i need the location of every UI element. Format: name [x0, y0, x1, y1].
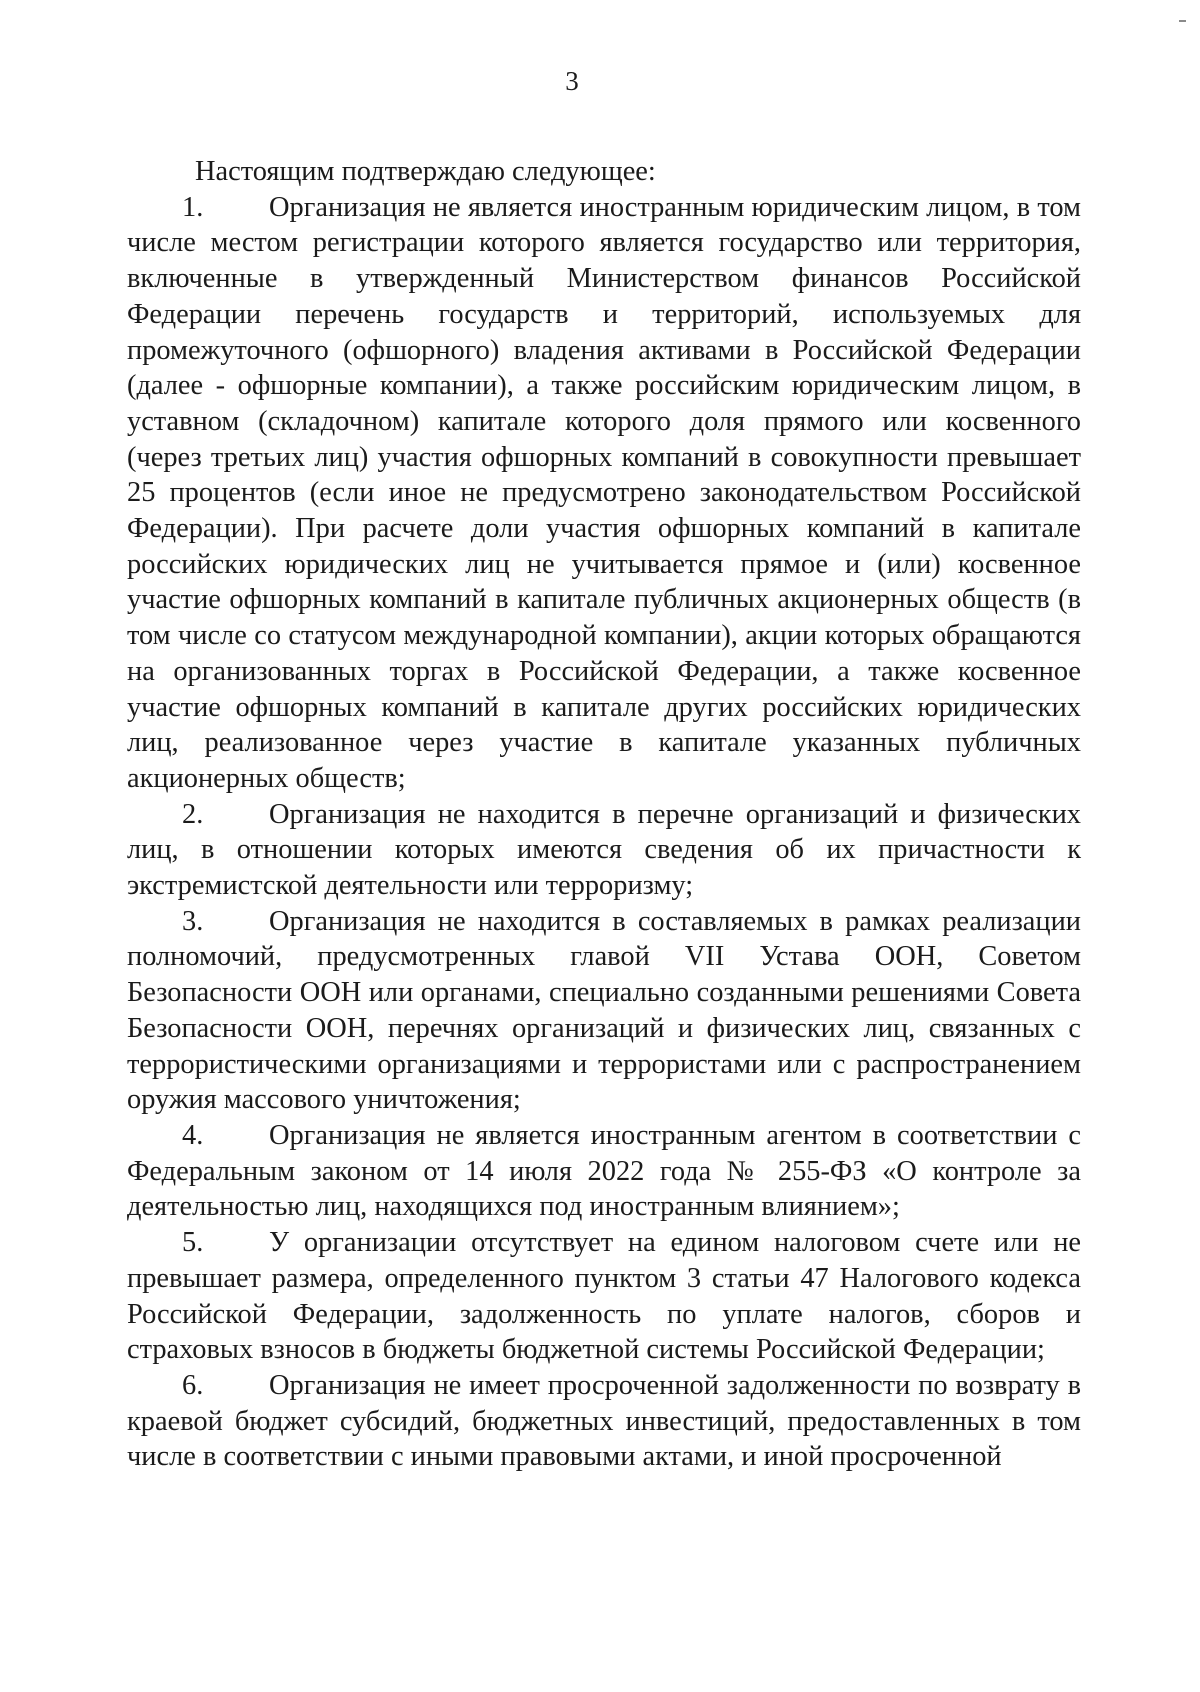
- list-item-3: [127, 904, 1081, 1118]
- item-text: Организация не имеет просроченной задолженности по возврату в краевой бюджет субсидий, бюджетных инвестиций, предоставленных в том числе в соответствии с иными правовыми актами, и иной просроченной: [127, 1369, 1081, 1473]
- item-number: 3.: [182, 905, 204, 937]
- list-item-2: [127, 797, 1081, 904]
- intro-text: Настоящим подтверждаю следующее:: [195, 156, 656, 187]
- page-number: 3: [565, 66, 579, 96]
- item-text: Организация не является иностранным юридическим лицом, в том числе местом регистрации которого является государство или территория, включенные в утвержденный Министерством финансов Российской Федерации перечень государств и территорий, используемых для промежуточного (офшорного) владения активами в Российской Федерации (далее - офшорные компании), а также российским юридическим лицом, в уставном (складочном) капитале которого доля прямого или косвенного (через третьих лиц) участия офшорных компаний в совокупности превышает 25 процентов (если иное не предусмотрено законодательством Российской Федерации). При расчете доли участия офшорных компаний в капитале российских юридических лиц не учитывается прямое и (или) косвенное участие офшорных компаний в капитале публичных акционерных обществ (в том числе со статусом международной компании), акции которых обращаются на организованных торгах в Российской Федерации, а также косвенное участие офшорных компаний в капитале других российских юридических лиц, реализованное через участие в капитале указанных публичных акционерных обществ;: [127, 191, 1081, 794]
- item-number: 2.: [182, 798, 204, 830]
- list-item-6: [127, 1368, 1081, 1475]
- item-number: 1.: [182, 191, 204, 223]
- list-item-1: [127, 190, 1081, 797]
- list-item-4: [127, 1118, 1081, 1225]
- item-text: Организация не находится в перечне организаций и физических лиц, в отношении которых имеются сведения об их причастности к экстремистской деятельности или терроризму;: [127, 798, 1081, 902]
- item-text: У организации отсутствует на едином налоговом счете или не превышает размера, определенного пунктом 3 статьи 47 Налогового кодекса Российской Федерации, задолженность по уплате налогов, сборов и страховых взносов в бюджеты бюджетной системы Российской Федерации;: [127, 1227, 1081, 1366]
- scan-mark: [1179, 20, 1186, 22]
- item-number: 6.: [182, 1369, 204, 1401]
- item-text: Организация не является иностранным агентом в соответствии с Федеральным законом от 14 июля 2022 года № 255-ФЗ «О контроле за деятельностью лиц, находящихся под иностранным влиянием»;: [127, 1119, 1081, 1223]
- item-number: 5.: [182, 1227, 204, 1259]
- list-item-5: [127, 1225, 1081, 1368]
- item-text: Организация не находится в составляемых в рамках реализации полномочий, предусмотренных главой VII Устава ООН, Советом Безопасности ООН или органами, специально созданными решениями Совета Безопасности ООН, перечнях организаций и физических лиц, связанных с террористическими организациями и террористами или с распространением оружия массового уничтожения;: [127, 905, 1081, 1116]
- document-body: [127, 154, 1081, 1475]
- item-number: 4.: [182, 1119, 204, 1151]
